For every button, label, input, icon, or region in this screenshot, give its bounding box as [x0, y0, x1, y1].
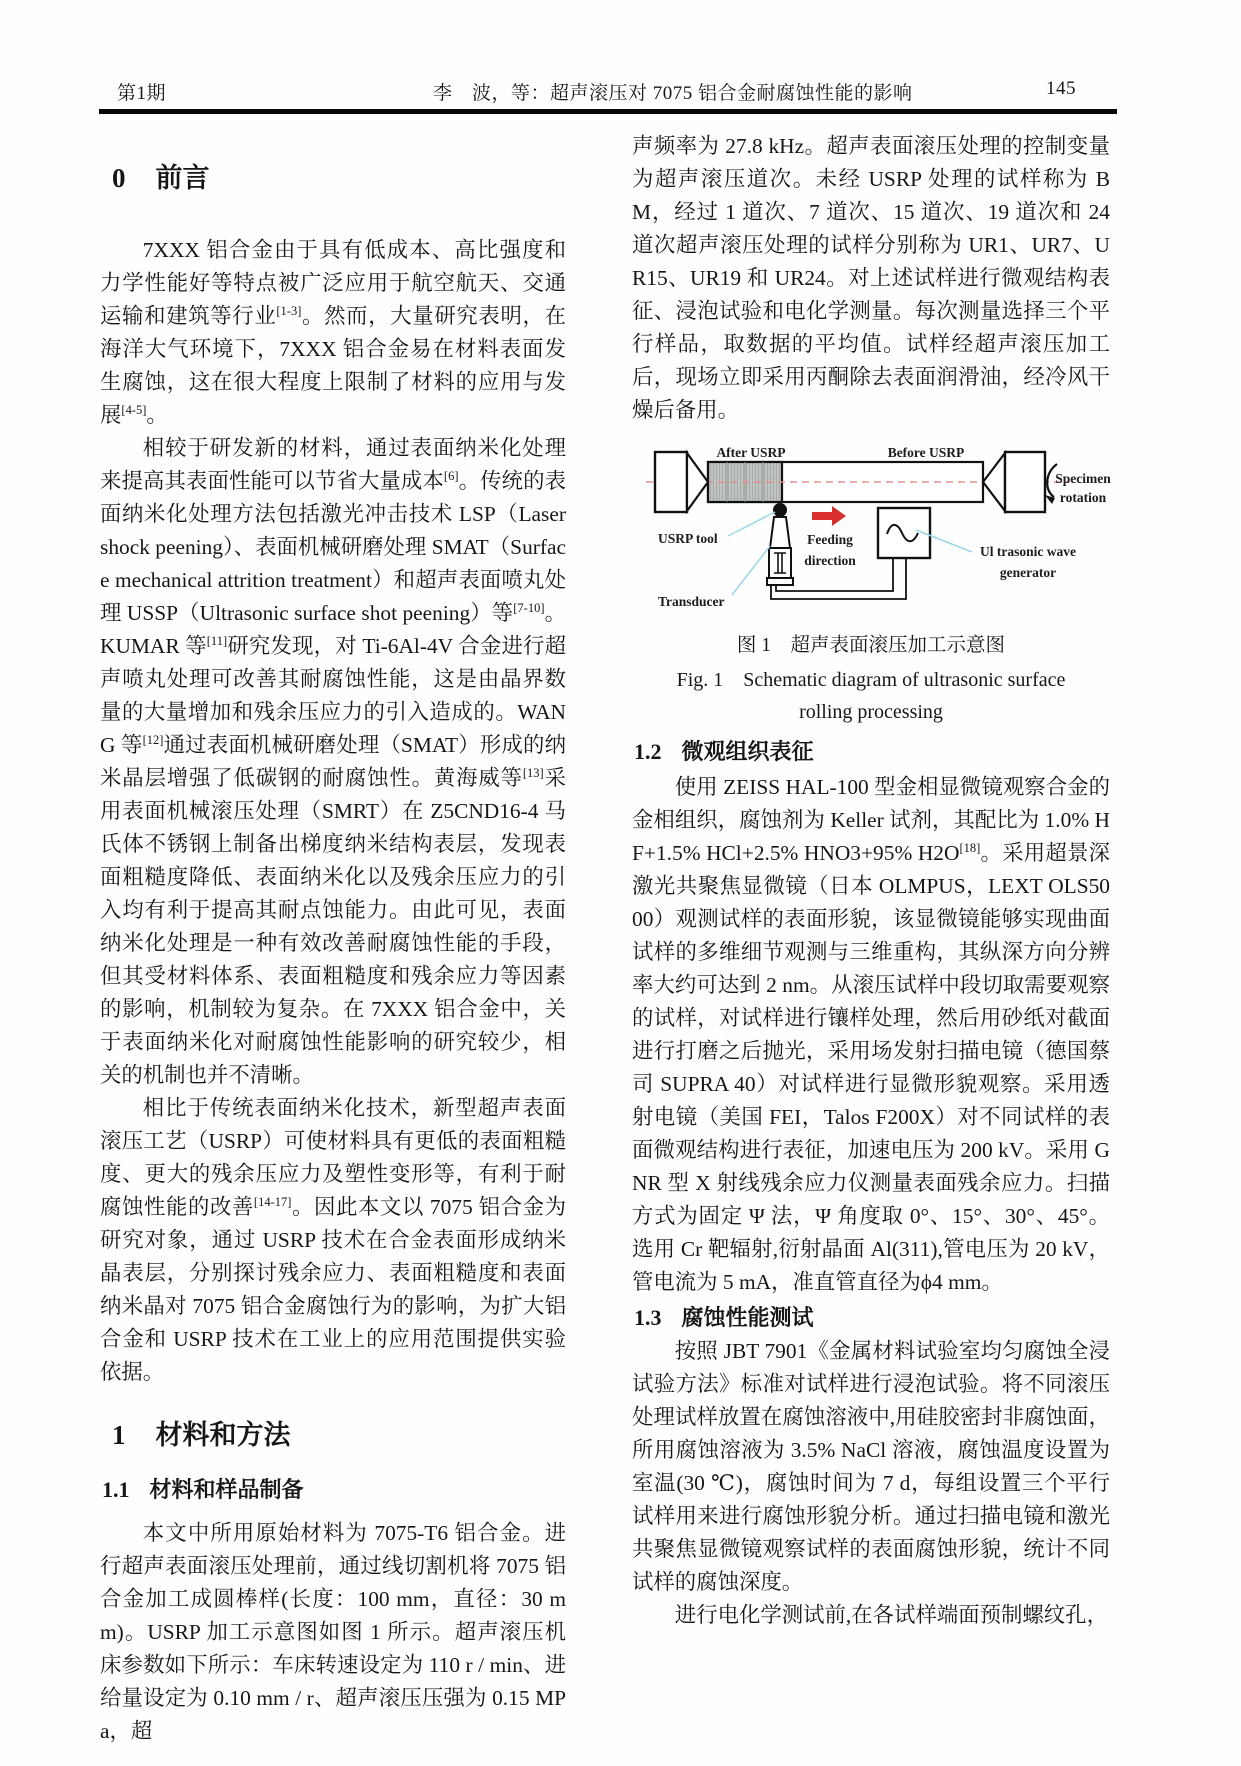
label-usrp-tool: USRP tool [658, 531, 718, 546]
header-rule [99, 109, 1117, 114]
label-specimen: Specimen [1055, 471, 1111, 486]
paragraph-methods-1: 本文中所用原始材料为 7075-T6 铝合金。进行超声表面滚压处理前，通过线切割机将 7075 铝合金加工成圆棒样(长度：100 mm，直径：30 mm)。USRP 加工示意图如图 1 所示。超声滚压机床参数如下所示：车床转速设定为 110 r / min、进给量设定为 0.10 mm / r、超声滚压压强为 0.15 MPa，超 [100, 1521, 566, 1743]
header-issue: 第1期 [117, 83, 167, 104]
paragraph-intro-1: 7XXX 铝合金由于具有低成本、高比强度和力学性能好等特点被广泛应用于航空航天、交通运输和建筑等行业[1-3]。然而，大量研究表明，在海洋大气环境下，7XXX 铝合金易在材料表面发生腐蚀，这在很大程度上限制了材料的应用与发展[4-5]。 [100, 238, 566, 427]
label-after-usrp: After USRP [716, 445, 786, 460]
section-1-2-heading [634, 737, 1110, 767]
section-1-2-number: 1.2 [634, 739, 662, 764]
section-1-3-title: 腐蚀性能测试 [681, 1305, 814, 1330]
section-1-1-title: 材料和样品制备 [149, 1477, 304, 1502]
label-rotation: rotation [1059, 490, 1107, 505]
leader-usrp-tool [728, 512, 775, 536]
left-chuck-cone [687, 453, 708, 511]
section-0-title: 前言 [155, 163, 210, 193]
right-column [632, 130, 1110, 1632]
header-page-number: 145 [1046, 78, 1076, 99]
label-direction: direction [804, 553, 856, 568]
section-1-number: 1 [112, 1420, 126, 1450]
label-before-usrp: Before USRP [887, 445, 965, 460]
figure1-caption-zh: 图 1 超声表面滚压加工示意图 [736, 635, 1006, 656]
header-running-title: 李 波，等：超声滚压对 7075 铝合金耐腐蚀性能的影响 [433, 83, 913, 104]
figure1-caption-en-line2: rolling processing [799, 701, 943, 723]
section-1-3-heading [634, 1303, 1110, 1333]
right-chuck-cone [983, 453, 1005, 511]
left-column [100, 150, 566, 1748]
right-chuck [1005, 452, 1045, 512]
paragraph-methods-continued: 声频率为 27.8 kHz。超声表面滚压处理的控制变量为超声滚压道次。未经 USRP 处理的试样称为 BM，经过 1 道次、7 道次、15 道次、19 道次和 24 道次超声滚压处理的试样分别称为 UR1、UR7、UR15、UR19 和 UR24。对上述试样进行微观结构表征、浸泡试验和电化学测量。每次测量选择三个平行样品，取数据的平均值。试样经超声滚压加工后，现场立即采用丙酮除去表面润滑油，经冷风干燥后备用。 [632, 134, 1110, 422]
label-generator-line2: generator [999, 565, 1057, 580]
tool-ball-tip [773, 503, 787, 517]
section-1-1-heading [102, 1475, 566, 1505]
label-generator-line1: Ul trasonic wave [980, 544, 1076, 559]
figure1-caption-en-line1: Fig. 1 Schematic diagram of ultrasonic surface [676, 669, 1066, 691]
section-0-number: 0 [112, 163, 126, 193]
transducer-base [767, 578, 793, 585]
paragraph-corrosion-2: 进行电化学测试前,在各试样端面预制螺纹孔， [674, 1603, 1108, 1627]
leader-transducer [732, 546, 770, 595]
section-1-title: 材料和方法 [155, 1420, 291, 1450]
left-chuck [655, 452, 687, 512]
paragraph-intro-2: 相较于研发新的材料，通过表面纳米化处理来提高其表面性能可以节省大量成本[6]。传统的表面纳米化处理方法包括激光冲击技术 LSP（Laser shock peening）、表面机械研磨处理 SMAT（Surface mechanical attrition treatment）和超声表面喷丸处理 USSP（Ultrasonic surface shot peening）等[7-10]。KUMAR 等[11]研究发现，对 Ti-6Al-4V 合金进行超声喷丸处理可改善其耐腐蚀性能，这是由晶界数量的大量增加和残余压应力的引入造成的。WANG 等[12]通过表面机械研磨处理（SMAT）形成的纳米晶层增强了低碳钢的耐腐蚀性。黄海威等[13]采用表面机械滚压处理（SMRT）在 Z5CND16-4 马氏体不锈钢上制备出梯度纳米结构表层，发现表面粗糙度降低、表面纳米化以及残余压应力的引入均有利于提高其耐点蚀能力。由此可见，表面纳米化处理是一种有效改善耐腐蚀性能的手段，但其受材料体系、表面粗糙度和残余应力等因素的影响，机制较为复杂。在 7XXX 铝合金中，关于表面纳米化对耐腐蚀性能影响的研究较少，相关的机制也并不清晰。 [100, 436, 567, 1087]
tool-cone [770, 517, 790, 548]
section-1-1-number: 1.1 [102, 1477, 130, 1502]
paragraph-corrosion-1: 按照 JBT 7901《金属材料试验室均匀腐蚀全浸试验方法》标准对试样进行浸泡试验。将不同滚压处理试样放置在腐蚀溶液中,用硅胶密封非腐蚀面，所用腐蚀溶液为 3.5% NaCl 溶液，腐蚀温度设置为室温(30 ℃)，腐蚀时间为 7 d，每组设置三个平行试样用来进行腐蚀形貌分析。通过扫描电镜和激光共聚焦显微镜观察试样的表面腐蚀形貌，统计不同试样的腐蚀深度。 [632, 1339, 1110, 1594]
label-transducer: Transducer [658, 594, 725, 609]
figure1-diagram [640, 433, 1110, 625]
usrp-schematic [640, 433, 1116, 625]
section-1-3-number: 1.3 [634, 1305, 662, 1330]
label-feeding: Feeding [807, 532, 853, 547]
section-1-2-title: 微观组织表征 [681, 739, 814, 764]
paragraph-microstructure: 使用 ZEISS HAL-100 型金相显微镜观察合金的金相组织，腐蚀剂为 Keller 试剂，其配比为 1.0% HF+1.5% HCl+2.5% HNO3+95% H2O[18]。采用超景深激光共聚焦显微镜（日本 OLMPUS，LEXT OLS5000）观测试样的表面形貌，该显微镜能够实现曲面试样的多维细节观测与三维重构，其纵深方向分辨率大约可达到 2 nm。从滚压试样中段切取需要观察的试样，对试样进行镶样处理，然后用砂纸对截面进行打磨之后抛光，采用场发射扫描电镜（德国蔡司 SUPRA 40）对试样进行显微形貌观察。采用透射电镜（美国 FEI，Talos F200X）对不同试样的表面微观结构进行表征，加速电压为 200 kV。采用 GNR 型 X 射线残余应力仪测量表面残余应力。扫描方式为固定 Ψ 法，Ψ 角度取 0°、15°、30°、45°。选用 Cr 靶辐射,衍射晶面 Al(311),管电压为 20 kV，管电流为 5 mA，准直管直径为ϕ4 mm。 [632, 775, 1110, 1294]
paragraph-intro-3: 相比于传统表面纳米化技术，新型超声表面滚压工艺（USRP）可使材料具有更低的表面粗糙度、更大的残余压应力及塑性变形等，有利于耐腐蚀性能的改善[14-17]。因此本文以 7075 铝合金为研究对象，通过 USRP 技术在合金表面形成纳米晶表层，分别探讨残余应力、表面粗糙度和表面纳米晶对 7075 铝合金腐蚀行为的影响，为扩大铝合金和 USRP 技术在工业上的应用范围提供实验依据。 [100, 1096, 566, 1384]
section-1-heading [112, 1415, 566, 1455]
section-0-heading [112, 158, 566, 198]
feeding-arrow-icon [812, 506, 846, 526]
